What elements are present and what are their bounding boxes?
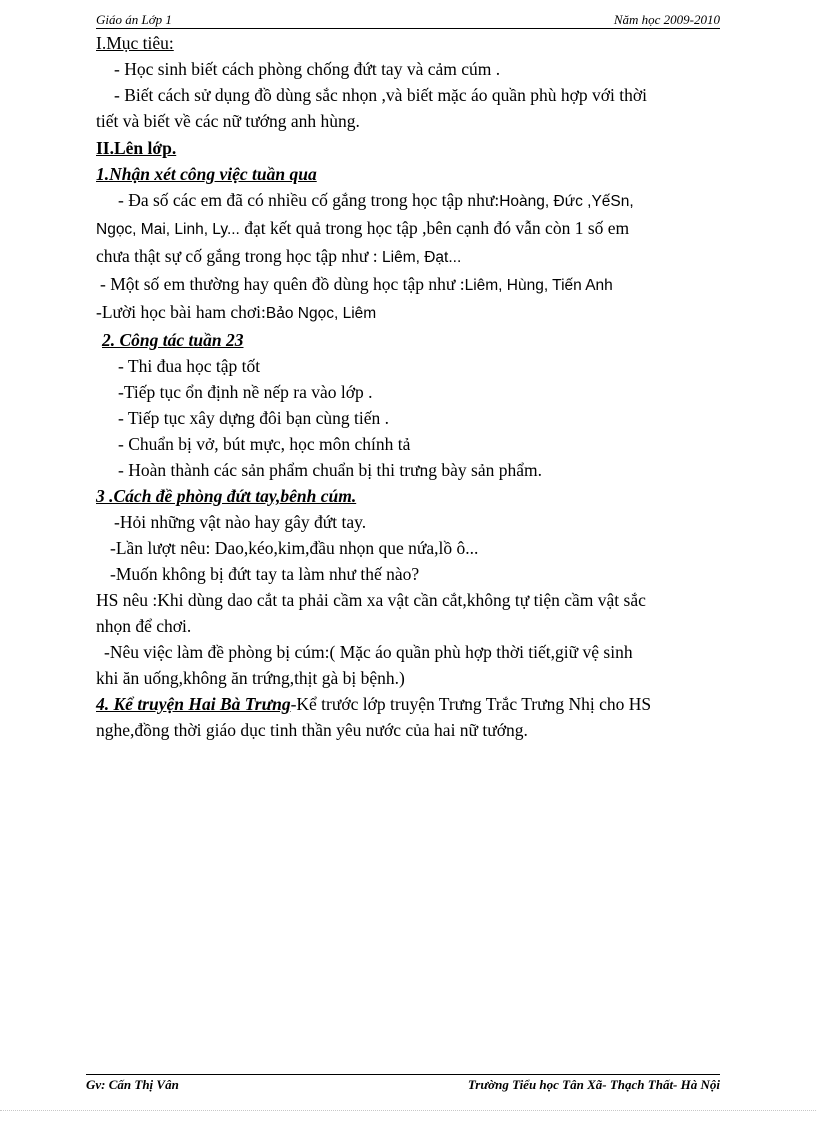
review-line-3-text: chưa thật sự cố gắng trong học tập như : xyxy=(96,246,383,266)
review-line-4 xyxy=(96,271,720,299)
review-line-4-text: - Một số em thường hay quên đồ dùng học tập như : xyxy=(100,274,465,294)
review-line-3 xyxy=(96,243,720,271)
review-line-5-text: -Lười học bài ham chơi: xyxy=(96,302,266,322)
part-4-title: 4. Kể truyện Hai Bà Trưng xyxy=(96,694,291,714)
lesson-line-2: -Lần lượt nêu: Dao,kéo,kim,đầu nhọn que nứa,lồ ô... xyxy=(110,538,479,558)
review-line-2 xyxy=(96,215,720,243)
story-line-1-text: -Kể trước lớp truyện Trưng Trắc Trưng Nhị cho HS xyxy=(290,694,652,714)
page-header xyxy=(96,10,720,29)
review-line-1-text: - Đa số các em đã có nhiều cố gắng trong học tập như: xyxy=(118,190,500,210)
lesson-line-3: -Muốn không bị đứt tay ta làm như thế nào? xyxy=(110,564,420,584)
lesson-line-7: khi ăn uống,không ăn trứng,thịt gà bị bệnh.) xyxy=(96,668,405,688)
objective-line-3: tiết và biết về các nữ tướng anh hùng. xyxy=(96,111,360,131)
task-item-1: - Thi đua học tập tốt xyxy=(118,356,261,376)
part-2-title: 2. Công tác tuần 23 xyxy=(102,330,244,350)
review-line-1 xyxy=(96,187,720,215)
lesson-line-1: -Hỏi những vật nào hay gây đứt tay. xyxy=(114,512,367,532)
story-line-1 xyxy=(96,691,720,717)
review-line-3-names: Liêm, Đạt... xyxy=(382,249,462,266)
header-right: Năm học 2009-2010 xyxy=(613,12,720,27)
bottom-dotted-line xyxy=(0,1110,816,1113)
document-body xyxy=(96,30,720,743)
lesson-line-6: -Nêu việc làm đề phòng bị cúm:( Mặc áo quần phù hợp thời tiết,giữ vệ sinh xyxy=(104,642,633,662)
review-line-5 xyxy=(96,299,720,327)
review-line-5-names: Bảo Ngọc, Liêm xyxy=(265,305,377,322)
part-1-title: 1.Nhận xét công việc tuần qua xyxy=(96,164,317,184)
task-item-3: - Tiếp tục xây dựng đôi bạn cùng tiến . xyxy=(118,408,389,428)
story-line-2: nghe,đồng thời giáo dục tinh thần yêu nước của hai nữ tướng. xyxy=(96,720,528,740)
review-line-2-names: Ngọc, Mai, Linh, Ly... xyxy=(96,221,240,238)
footer-right: Trường Tiểu học Tân Xã- Thạch Thất- Hà Nội xyxy=(467,1077,720,1092)
footer-left: Gv: Cấn Thị Vân xyxy=(86,1077,179,1092)
lesson-line-4: HS nêu :Khi dùng dao cắt ta phải cầm xa vật cần cắt,không tự tiện cầm vật sắc xyxy=(96,590,646,610)
review-line-4-names: Liêm, Hùng, Tiến Anh xyxy=(464,277,613,294)
task-item-5: - Hoàn thành các sản phẩm chuẩn bị thi trưng bày sản phẩm. xyxy=(118,460,543,480)
part-3-title: 3 .Cách đề phòng đứt tay,bênh cúm. xyxy=(96,486,357,506)
section-2-title: II.Lên lớp. xyxy=(96,138,177,158)
review-line-2-text: đạt kết quả trong học tập ,bên cạnh đó vẫn còn 1 số em xyxy=(239,218,630,238)
section-1-title: I.Mục tiêu: xyxy=(96,33,174,53)
task-item-4: - Chuẩn bị vở, bút mực, học môn chính tả xyxy=(118,434,411,454)
task-item-2: -Tiếp tục ổn định nề nếp ra vào lớp . xyxy=(118,382,373,402)
review-line-1-names: Hoàng, Đức ,YếSn, xyxy=(499,193,634,210)
lesson-line-5: nhọn để chơi. xyxy=(96,616,192,636)
header-left: Giáo án Lớp 1 xyxy=(96,12,172,27)
page-footer xyxy=(86,1074,720,1093)
objective-line-2: - Biết cách sử dụng đồ dùng sắc nhọn ,và biết mặc áo quần phù hợp với thời xyxy=(114,85,647,105)
objective-line-1: - Học sinh biết cách phòng chống đứt tay và cảm cúm . xyxy=(114,59,501,79)
